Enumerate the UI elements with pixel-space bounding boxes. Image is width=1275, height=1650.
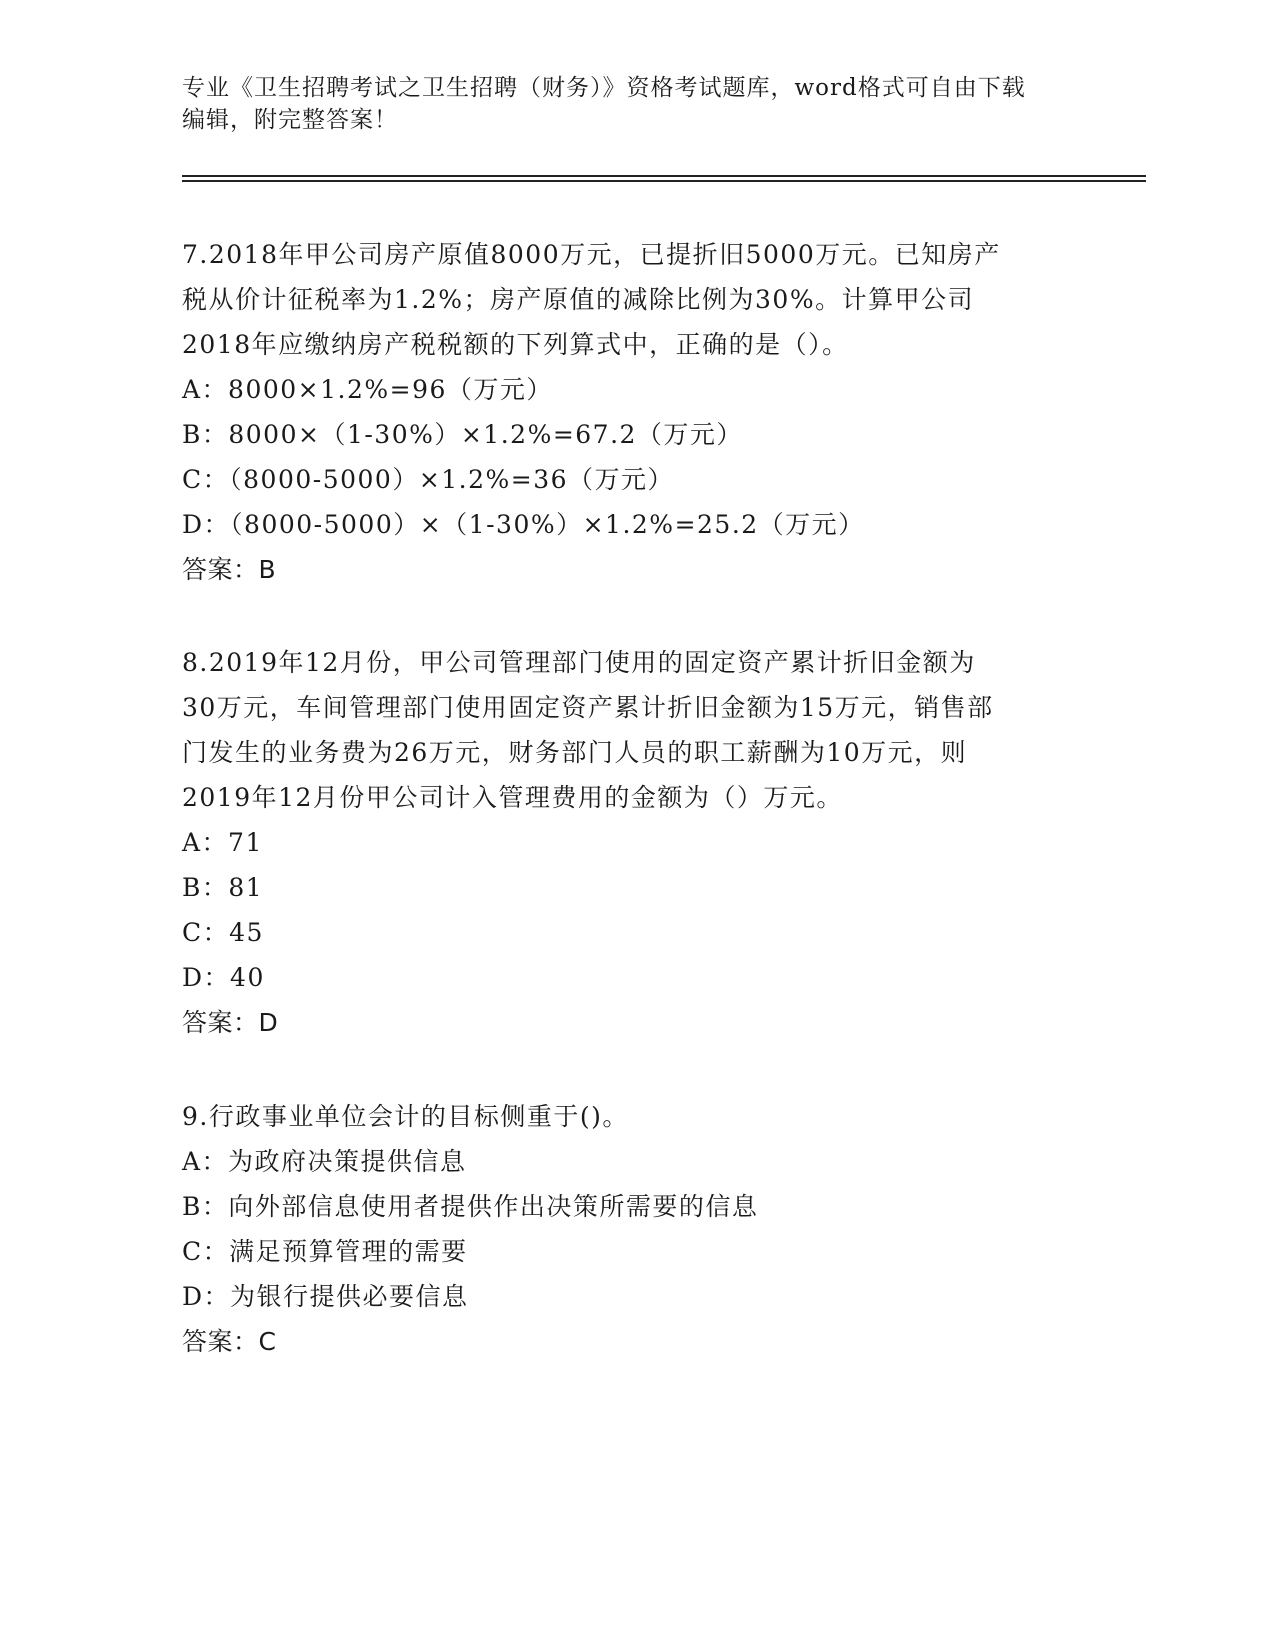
question-text-line: 9.行政事业单位会计的目标侧重于()。: [182, 1102, 629, 1131]
option-d: D：为银行提供必要信息: [182, 1282, 469, 1311]
question-text-line: 门发生的业务费为26万元，财务部门人员的职工薪酬为10万元，则: [182, 738, 968, 767]
header-line: 编辑，附完整答案！: [182, 107, 398, 133]
option-b: B：81: [182, 873, 264, 902]
answer-line: 答案：C: [182, 1327, 277, 1356]
question-text-line: 8.2019年12月份，甲公司管理部门使用的固定资产累计折旧金额为: [182, 648, 976, 677]
option-a: A：71: [182, 828, 263, 857]
option-b: B：向外部信息使用者提供作出决策所需要的信息: [182, 1192, 759, 1221]
question-text-line: 税从价计征税率为1.2%；房产原值的减除比例为30%。计算甲公司: [182, 285, 975, 314]
option-c: C：满足预算管理的需要: [182, 1237, 468, 1266]
answer-line: 答案：D: [182, 1008, 279, 1037]
option-a: A：8000×1.2%=96（万元）: [182, 375, 553, 404]
header-line: 专业《卫生招聘考试之卫生招聘（财务）》资格考试题库，word格式可自由下载: [182, 75, 1026, 101]
option-d: D：（8000-5000）×（1-30%）×1.2%=25.2（万元）: [182, 510, 865, 539]
question-9: [182, 1094, 1082, 1364]
option-c: C：（8000-5000）×1.2%=36（万元）: [182, 465, 675, 494]
question-8: [182, 640, 1082, 1045]
question-text-line: 30万元，车间管理部门使用固定资产累计折旧金额为15万元，销售部: [182, 693, 994, 722]
question-text-line: 2019年12月份甲公司计入管理费用的金额为（）万元。: [182, 783, 843, 812]
option-c: C：45: [182, 918, 264, 947]
header-divider-top: [182, 175, 1146, 177]
option-b: B：8000×（1-30%）×1.2%=67.2（万元）: [182, 420, 743, 449]
option-d: D：40: [182, 963, 265, 992]
document-header: [182, 72, 1062, 136]
answer-line: 答案：B: [182, 555, 277, 584]
question-text-line: 7.2018年甲公司房产原值8000万元，已提折旧5000万元。已知房产: [182, 240, 1001, 269]
question-7: [182, 232, 1082, 592]
header-divider-bottom: [182, 180, 1146, 182]
question-text-line: 2018年应缴纳房产税税额的下列算式中，正确的是（）。: [182, 330, 849, 359]
option-a: A：为政府决策提供信息: [182, 1147, 467, 1176]
